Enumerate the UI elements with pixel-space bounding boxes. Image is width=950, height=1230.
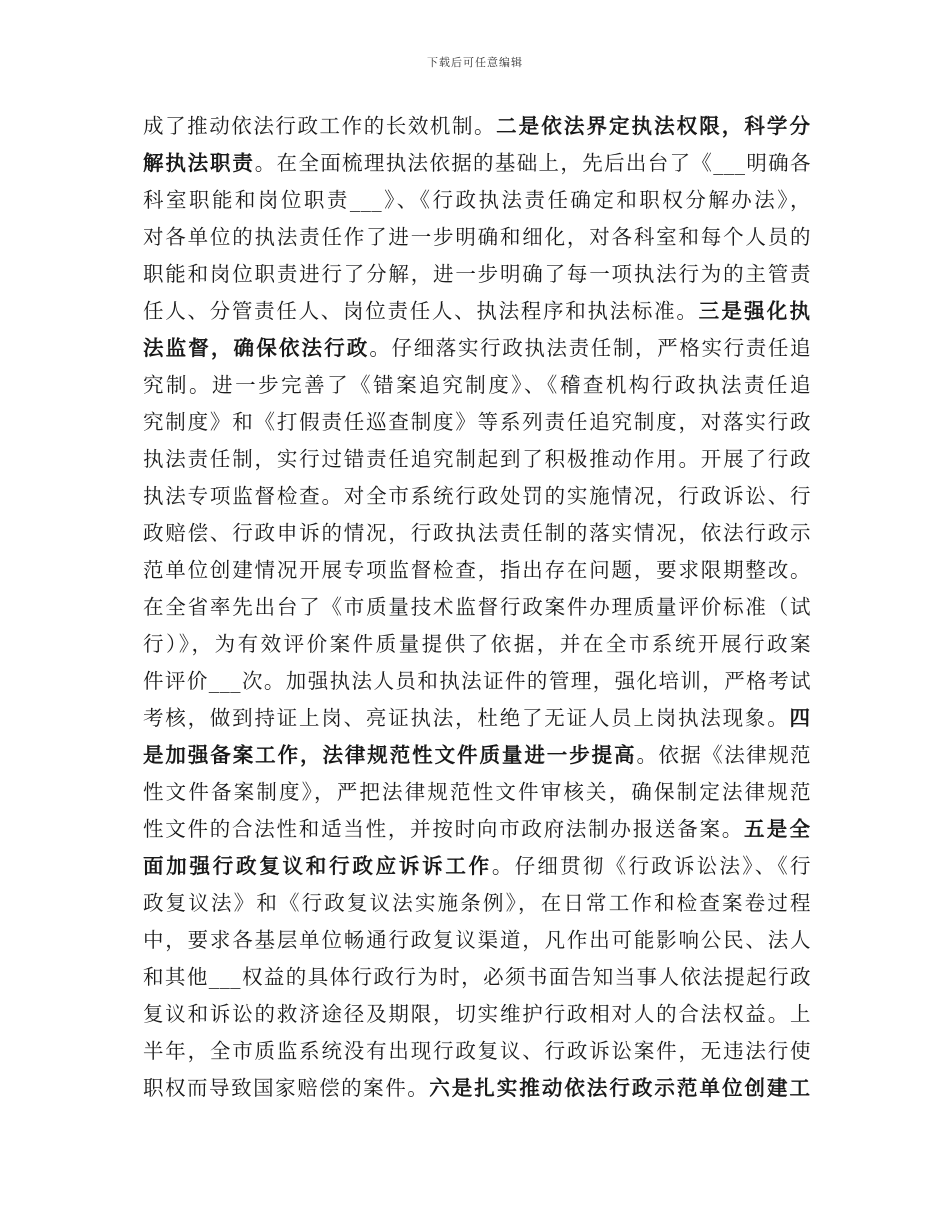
- text-line: [143, 737, 811, 774]
- body-text: 政复议法》和《行政复议法实施条例》，在日常工作和检查案卷过程: [143, 891, 811, 915]
- body-text: 行）》，为有效评价案件质量提供了依据，并在全市系统开展行政案: [143, 632, 811, 656]
- text-line: [143, 256, 811, 293]
- body-text: 执法专项监督检查。对全市系统行政处罚的实施情况，行政诉讼、行: [143, 484, 811, 508]
- body-text: 成了推动依法行政工作的长效机制。: [143, 114, 497, 138]
- body-text: 半年，全市质监系统没有出现行政复议、行政诉讼案件，无违法行使: [143, 1039, 811, 1063]
- body-text: 考核，做到持证上岗、亮证执法，杜绝了无证人员上岗执法现象。: [143, 706, 790, 730]
- body-text: 。依据《法律规范: [636, 743, 812, 767]
- body-text: 职权而导致国家赔偿的案件。: [143, 1076, 430, 1100]
- text-line: [143, 811, 811, 848]
- body-text: 职能和岗位职责进行了分解，进一步明确了每一项执法行为的主管责: [143, 262, 811, 286]
- text-line: [143, 589, 811, 626]
- text-line: [143, 441, 811, 478]
- bold-heading-text: 解执法职责: [143, 151, 255, 175]
- text-line: [143, 626, 811, 663]
- body-text: 性文件备案制度》，严把法律规范性文件审核关，确保制定法律规范: [143, 780, 811, 804]
- body-text: 执法责任制，实行过错责任追究制起到了积极推动作用。开展了行政: [143, 447, 811, 471]
- text-line: [143, 774, 811, 811]
- body-text: 。在全面梳理执法依据的基础上，先后出台了《___明确各: [254, 151, 812, 175]
- text-line: [143, 330, 811, 367]
- bold-heading-text: 四: [789, 706, 811, 730]
- text-line: [143, 182, 811, 219]
- body-text: 任人、分管责任人、岗位责任人、执法程序和执法标准。: [143, 299, 699, 323]
- body-text: 。仔细贯彻《行政诉讼法》、《行: [491, 854, 812, 878]
- text-line: [143, 367, 811, 404]
- bold-heading-text: 三是强化执: [698, 299, 812, 323]
- body-text: 政赔偿、行政申诉的情况，行政执法责任制的落实情况，依法行政示: [143, 521, 811, 545]
- text-line: [143, 552, 811, 589]
- bold-heading-text: 五是全: [743, 817, 812, 841]
- body-text: 在全省率先出台了《市质量技术监督行政案件办理质量评价标准（试: [143, 595, 811, 619]
- bold-heading-text: 六是扎实推动依法行政示范单位创建工: [429, 1076, 812, 1100]
- body-text: 复议和诉讼的救济途径及期限，切实维护行政相对人的合法权益。上: [143, 1002, 811, 1026]
- text-line: [143, 478, 811, 515]
- body-text: 对各单位的执法责任作了进一步明确和细化，对各科室和每个人员的: [143, 225, 811, 249]
- text-line: [143, 848, 811, 885]
- body-text: 件评价___次。加强执法人员和执法证件的管理，强化培训，严格考试: [143, 669, 811, 693]
- text-line: [143, 959, 811, 996]
- text-line: [143, 996, 811, 1033]
- body-text: 性文件的合法性和适当性，并按时向市政府法制办报送备案。: [143, 817, 744, 841]
- text-line: [143, 293, 811, 330]
- text-line: [143, 515, 811, 552]
- text-line: [143, 145, 811, 182]
- text-line: [143, 885, 811, 922]
- body-text: 。仔细落实行政执法责任制，严格实行责任追: [369, 336, 812, 360]
- body-text: 究制度》和《打假责任巡查制度》等系列责任追究制度，对落实行政: [143, 410, 811, 434]
- body-text: 究制。进一步完善了《错案追究制度》、《稽查机构行政执法责任追: [143, 373, 811, 397]
- body-text: 中，要求各基层单位畅通行政复议渠道，凡作出可能影响公民、法人: [143, 928, 811, 952]
- text-line: [143, 108, 811, 145]
- bold-heading-text: 法监督，确保依法行政: [143, 336, 370, 360]
- text-line: [143, 1033, 811, 1070]
- body-text: 范单位创建情况开展专项监督检查，指出存在问题，要求限期整改。: [143, 558, 811, 582]
- text-line: [143, 404, 811, 441]
- text-line: [143, 700, 811, 737]
- text-line: [143, 219, 811, 256]
- text-line: [143, 663, 811, 700]
- bold-heading-text: 是加强备案工作，法律规范性文件质量进一步提高: [143, 743, 637, 767]
- text-line: [143, 922, 811, 959]
- page-header: 下载后可任意编辑: [427, 56, 523, 69]
- bold-heading-text: 面加强行政复议和行政应诉诉工作: [143, 854, 492, 878]
- bold-heading-text: 二是依法界定执法权限，科学分: [496, 114, 812, 138]
- document-body: [143, 108, 811, 1107]
- body-text: 和其他___权益的具体行政行为时，必须书面告知当事人依法提起行政: [143, 965, 811, 989]
- body-text: 科室职能和岗位职责___》、《行政执法责任确定和职权分解办法》，: [143, 188, 811, 212]
- text-line: [143, 1070, 811, 1107]
